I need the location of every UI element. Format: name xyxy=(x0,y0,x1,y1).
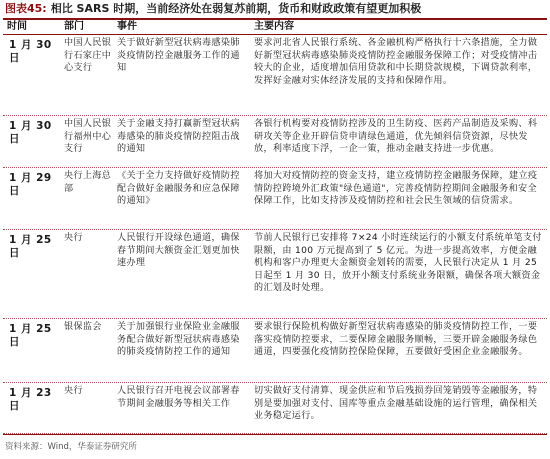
row-department: 中国人民银行石家庄中心支行 xyxy=(64,38,112,74)
row-time: 1 月 29 日 xyxy=(9,172,52,197)
row-event: 关于加强银行业保险业金融服务配合做好新型冠状病毒感染的肺炎疫情防控工作的通知 xyxy=(117,322,240,358)
row-department: 中国人民银行福州中心支行 xyxy=(64,119,112,155)
row-event: 人民银行召开电视会议部署春节期间金融服务等相关工作 xyxy=(117,386,240,409)
header-time: 时间 xyxy=(7,21,27,32)
row-department: 央行上海总部 xyxy=(64,171,112,194)
figure-number: 图表45: xyxy=(5,2,47,15)
header-department: 部门 xyxy=(64,21,84,32)
row-event: 关于做好新型冠状病毒感染肺炎疫情防控金融服务工作的通知 xyxy=(117,38,240,74)
row-time: 1 月 25 日 xyxy=(9,234,52,259)
row-time: 1 月 23 日 xyxy=(9,387,52,412)
bottom-rule xyxy=(3,434,547,435)
row-content: 节前人民银行已安排将 7×24 小时连续运行的小额支付系统单笔支付限额，由 100 万元提高到了 5 亿元。为进一步提高效率，方便金融机构和客户办理更大金额资金划转的需要，人民银行决定从 1 月 25 日起至 1 月 30 日，放开小额支付系统业务限额，确保各项大额资金的汇划及时处理。 xyxy=(254,233,542,294)
row-department: 央行 xyxy=(64,386,83,396)
row-department: 央行 xyxy=(64,233,83,243)
table-row xyxy=(3,383,547,434)
header-event: 事件 xyxy=(117,21,137,32)
table-row xyxy=(3,35,547,116)
source-note: 资料来源：Wind，华泰证券研究所 xyxy=(5,442,137,452)
row-content: 切实做好支付清算、现金供应和节后残损券回笼销毁等金融服务，特别是要加强对支付、国库等重点金融基础设施的运行管理，确保相关业务稳定运行。 xyxy=(254,386,538,422)
row-event: 《关于全力支持做好疫情防控配合做好金融服务和应急保障的通知》 xyxy=(117,171,240,207)
row-content: 各银行机构要对疫情防控涉及的卫生防疫、医药产品制造及采购、科研攻关等企业开辟信贷申请绿色通道，优先倾斜信贷资源，尽快发放，利率适度下浮，一企一策，推动金融支持进一步优惠。 xyxy=(254,119,538,155)
row-time: 1 月 30 日 xyxy=(9,39,52,64)
row-time: 1 月 30 日 xyxy=(9,120,52,145)
row-content: 要求银行保险机构做好新型冠状病毒感染的肺炎疫情防控工作，一要落实疫情防控要求，二要保障金融服务顺畅，三要开辟金融服务绿色通道，四要强化疫情防控保险保障，五要做好受困企业金融服务。 xyxy=(254,322,538,358)
table-header xyxy=(3,20,547,34)
row-content: 将加大对疫情防控的资金支持，建立疫情防控金融服务保障，建立疫情防控跨境外汇政策"绿色通道"，完善疫情防控期间金融服务和安全保障工作，比如支持涉及疫情防控和社会民生领域的信贷需求。 xyxy=(254,171,538,207)
row-content: 要求河北省人民银行系统、各金融机构严格执行十六条措施，全力做好新型冠状病毒感染肺炎疫情防控金融服务保障工作；对受疫情冲击较大的企业，适度增加信用贷款和中长期贷款规模，下调贷款利率，发挥好金融对实体经济发展的支持和保障作用。 xyxy=(254,38,538,86)
table-row xyxy=(3,168,547,230)
figure-title-text: 相比 SARS 时期，当前经济处在弱复苏前期，货币和财政政策有望更加积极 xyxy=(50,2,422,15)
figure-title xyxy=(3,0,547,18)
table-row xyxy=(3,319,547,383)
row-event: 关于金融支持打赢新型冠状病毒感染的肺炎疫情防控阻击战的通知 xyxy=(117,119,240,155)
row-time: 1 月 25 日 xyxy=(9,323,52,348)
table-row xyxy=(3,116,547,168)
row-event: 人民银行开设绿色通道，确保春节期间大额资金汇划更加快速办理 xyxy=(117,233,240,269)
header-content: 主要内容 xyxy=(254,21,294,32)
table-row xyxy=(3,230,547,319)
row-department: 银保监会 xyxy=(64,322,102,332)
